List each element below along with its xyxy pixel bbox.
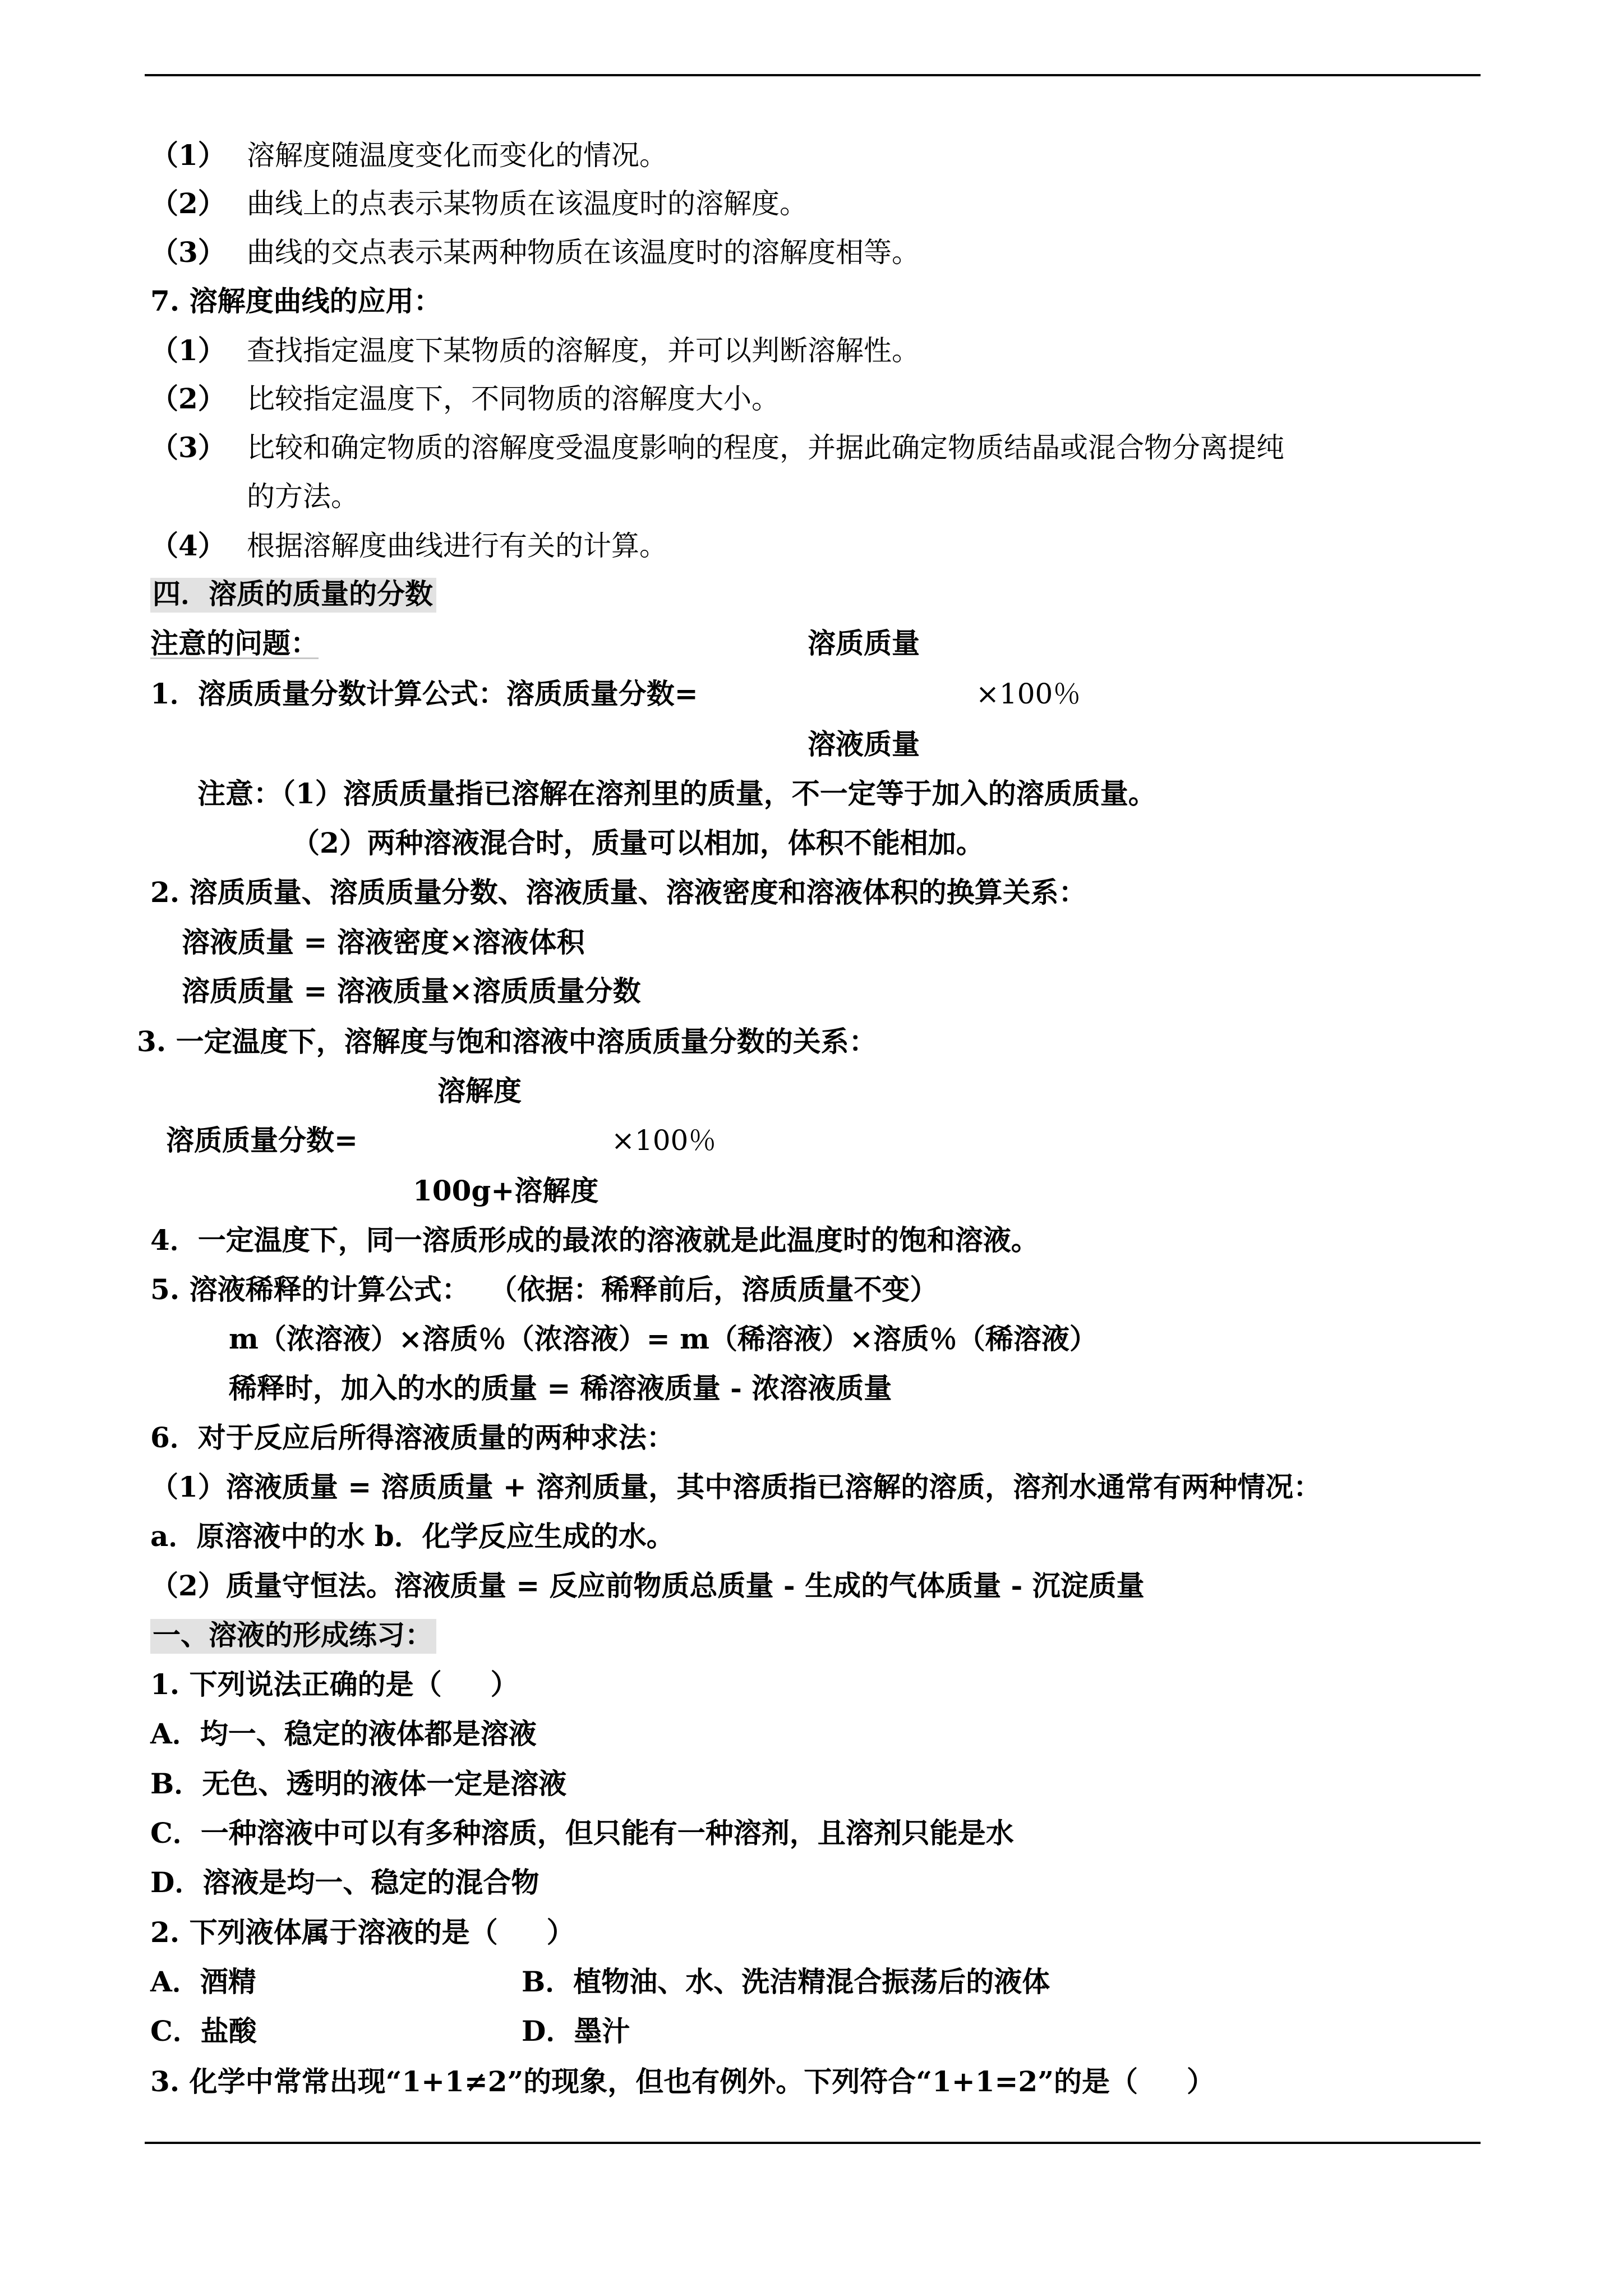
note-line: （2）两种溶液混合时，质量可以相加，体积不能相加。 [292,826,984,859]
list-item: 查找指定温度下某物质的溶解度，并可以判断溶解性。 [247,334,920,367]
equation: 溶质质量 = 溶液质量×溶质质量分数 [182,974,641,1007]
section-heading: 一、溶液的形成练习： [150,1619,436,1654]
formula3-numerator: 溶解度 [437,1074,522,1107]
list-number: （2） [150,187,226,220]
formula1-denominator: 溶液质量 [808,728,920,761]
question-option: B．无色、透明的液体一定是溶液 [150,1767,567,1800]
question-option: C．盐酸 [150,2014,257,2047]
list-number: （1） [150,139,226,172]
list-item: 比较和确定物质的溶解度受温度影响的程度，并据此确定物质结晶或混合物分离提纯 [247,431,1284,464]
question-stem: 1. 下列说法正确的是（ ） [150,1668,519,1701]
list-number: （1） [150,334,226,367]
question-option: D．墨汁 [522,2014,630,2047]
note-heading: 注意的问题： [150,627,319,660]
question-stem: 2. 下列液体属于溶液的是（ ） [150,1916,575,1949]
question-option: D．溶液是均一、稳定的混合物 [150,1866,540,1899]
formula3-label: 溶质质量分数= [166,1124,358,1157]
equation: m（浓溶液）×溶质％（浓溶液）= m（稀溶液）×溶质％（稀溶液） [229,1322,1098,1355]
question-option: A．酒精 [150,1965,256,1998]
section-heading: 四．溶质的质量的分数 [150,578,436,613]
list-item: 曲线的交点表示某两种物质在该温度时的溶解度相等。 [247,236,920,269]
question-option: B．植物油、水、洗洁精混合振荡后的液体 [522,1965,1050,1998]
item-4: 4．一定温度下，同一溶质形成的最浓的溶液就是此温度时的饱和溶液。 [150,1223,1039,1257]
formula1-times: ×100％ [976,678,1081,710]
item-6-line: （2）质量守恒法。溶液质量 = 反应前物质总质量 - 生成的气体质量 - 沉淀质量 [150,1569,1145,1602]
list-number: （2） [150,382,226,415]
item-2-title: 2. 溶质质量、溶质质量分数、溶液质量、溶液密度和溶液体积的换算关系： [150,876,1087,909]
question-stem: 3. 化学中常常出现“1+1≠2”的现象，但也有例外。下列符合“1+1=2”的是（ ） [150,2065,1215,2098]
list-item: 根据溶解度曲线进行有关的计算。 [247,530,667,562]
note-line: 注意：（1）溶质质量指已溶解在溶剂里的质量，不一定等于加入的溶质质量。 [197,777,1156,810]
list-number: （4） [150,529,226,562]
list-number: （3） [150,236,226,269]
formula1-label: 1．溶质质量分数计算公式：溶质质量分数= [150,677,698,710]
question-option: C．一种溶液中可以有多种溶质，但只能有一种溶剂，且溶剂只能是水 [150,1816,1014,1849]
item-6-line: （1）溶液质量 = 溶质质量 + 溶剂质量，其中溶质指已溶解的溶质，溶剂水通常有两种情况： [150,1470,1322,1503]
list-item: 曲线上的点表示某物质在该温度时的溶解度。 [247,187,808,220]
list-item: 溶解度随温度变化而变化的情况。 [247,139,667,172]
list-item: 比较指定温度下，不同物质的溶解度大小。 [247,383,780,415]
formula3-denominator: 100g+溶解度 [413,1174,599,1207]
list-number: （3） [150,431,226,464]
item-5-title: 5. 溶液稀释的计算公式： （依据：稀释前后，溶质质量不变） [150,1273,938,1306]
equation: 稀释时，加入的水的质量 = 稀溶液质量 - 浓溶液质量 [229,1372,892,1405]
item-3-title: 3. 一定温度下，溶解度与饱和溶液中溶质质量分数的关系： [137,1025,877,1058]
list-item-continuation: 的方法。 [247,480,359,513]
formula1-numerator: 溶质质量 [808,627,920,660]
footer-rule [145,2142,1481,2144]
equation: 溶液质量 = 溶液密度×溶液体积 [182,926,585,959]
header-rule [145,74,1481,76]
item-6-title: 6．对于反应后所得溶液质量的两种求法： [150,1421,675,1454]
item-6-line: a．原溶液中的水 b．化学反应生成的水。 [150,1520,675,1553]
formula3-times: ×100％ [611,1124,717,1157]
question-option: A．均一、稳定的液体都是溶液 [150,1717,537,1750]
item-7-title: 7. 溶解度曲线的应用： [150,284,442,318]
